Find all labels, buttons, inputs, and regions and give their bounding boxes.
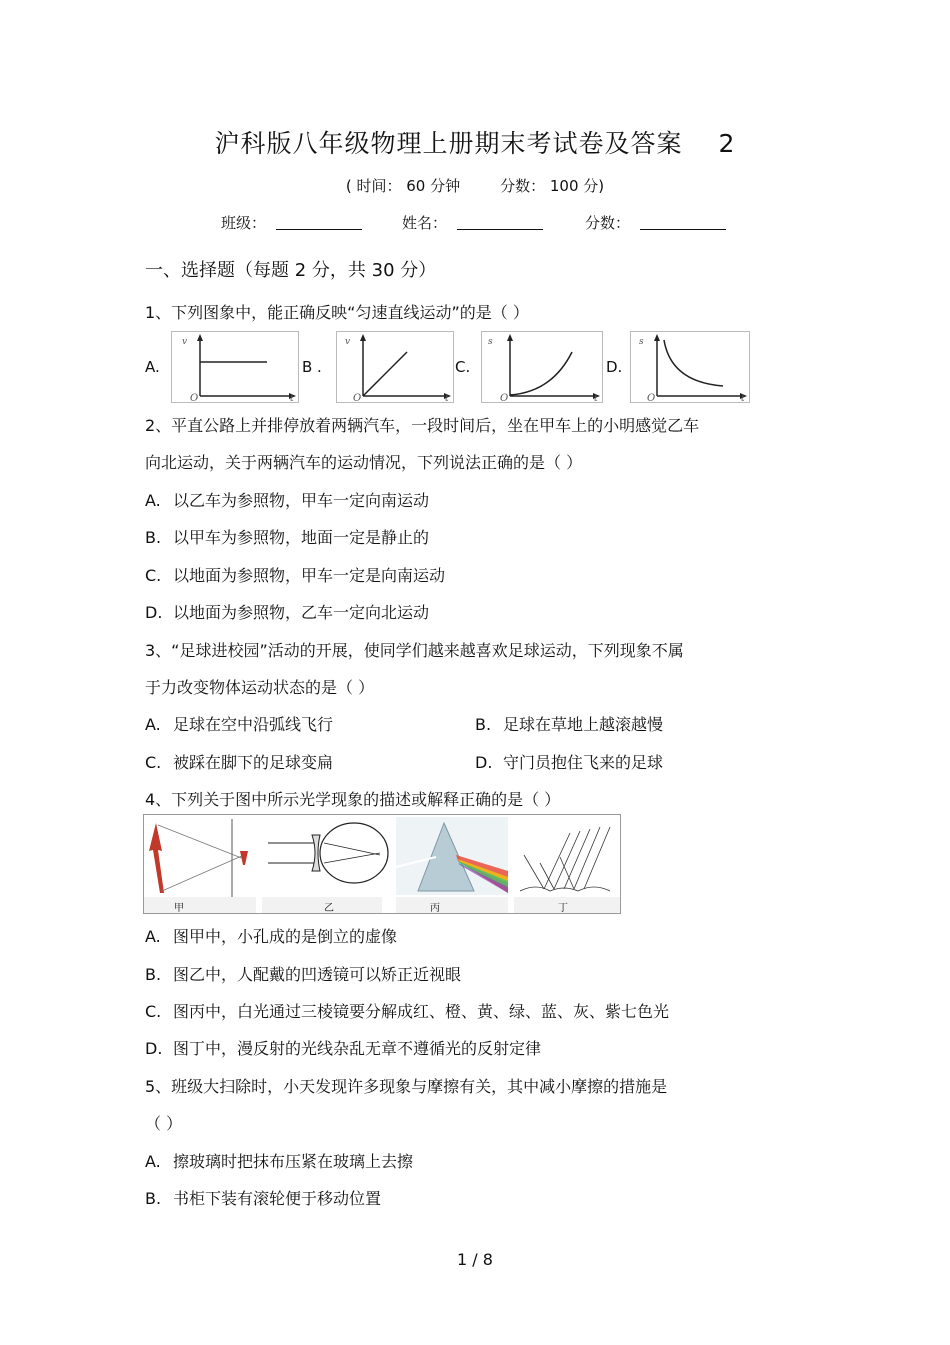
optics-figure	[143, 814, 621, 914]
q1-graph-d	[630, 331, 750, 403]
q1-graph-c	[481, 331, 603, 403]
page-title: 沪科版八年级物理上册期末考试卷及答案 2	[214, 129, 736, 158]
graph-xaxis-label: t	[594, 394, 598, 402]
graph-a-origin: O	[190, 393, 199, 402]
q1-option-a[interactable]: A.	[145, 358, 160, 376]
graph-xaxis-label: t	[741, 394, 745, 402]
graph-d-origin: O	[647, 393, 656, 402]
q5-option-b[interactable]: B. 书柜下装有滚轮便于移动位置	[145, 1189, 382, 1208]
question-5-stem-line2: （ ）	[145, 1114, 183, 1133]
question-4-stem: 4、下列关于图中所示光学现象的描述或解释正确的是（ ）	[145, 790, 561, 809]
exam-meta: ( 时间： 60 分钟 分数： 100 分)	[345, 177, 605, 195]
q4-option-b[interactable]: B. 图乙中，人配戴的凹透镜可以矫正近视眼	[145, 965, 462, 984]
figure-label-jia: 甲	[174, 903, 184, 913]
graph-c-yaxis: s	[488, 337, 493, 347]
pinhole-diagram	[144, 819, 256, 913]
graph-a-yaxis: v	[182, 337, 188, 347]
q2-option-d[interactable]: D. 以地面为参照物，乙车一定向北运动	[145, 603, 430, 622]
q3-option-b[interactable]: B. 足球在草地上越滚越慢	[475, 715, 664, 734]
question-3-stem-line1: 3、“足球进校园”活动的开展，使同学们越来越喜欢足球运动，下列现象不属	[145, 641, 684, 660]
q2-option-b[interactable]: B. 以甲车为参照物，地面一定是静止的	[145, 528, 430, 547]
question-1-stem: 1、下列图象中，能正确反映“匀速直线运动”的是（ ）	[145, 303, 529, 322]
question-2-stem-line2: 向北运动，关于两辆汽车的运动情况，下列说法正确的是（ ）	[145, 453, 583, 472]
graph-d-yaxis: s	[639, 337, 644, 347]
graph-xaxis-label: t	[445, 394, 449, 402]
diffuse-reflection-diagram	[514, 827, 620, 913]
eye-lens-diagram	[262, 823, 388, 913]
q4-option-c[interactable]: C. 图丙中，白光通过三棱镜要分解成红、橙、黄、绿、蓝、灰、紫七色光	[145, 1002, 670, 1021]
q1-option-c[interactable]: C.	[455, 358, 471, 376]
question-2-stem-line1: 2、平直公路上并排停放着两辆汽车，一段时间后，坐在甲车上的小明感觉乙车	[145, 416, 700, 435]
figure-label-yi: 乙	[324, 903, 334, 913]
prism-diagram	[396, 817, 508, 913]
name-field[interactable]: 姓名：	[402, 212, 543, 233]
question-3-stem-line2: 于力改变物体运动状态的是（ ）	[145, 678, 375, 697]
section-heading: 一、选择题（每题 2 分，共 30 分）	[145, 260, 437, 281]
q2-option-c[interactable]: C. 以地面为参照物，甲车一定是向南运动	[145, 566, 446, 585]
figure-label-bing: 丙	[430, 903, 440, 913]
question-5-stem-line1: 5、班级大扫除时，小天发现许多现象与摩擦有关，其中减小摩擦的措施是	[145, 1077, 668, 1096]
graph-xaxis-label: t	[290, 394, 294, 402]
graph-b-origin: O	[353, 393, 362, 402]
q3-option-c[interactable]: C. 被踩在脚下的足球变扁	[145, 753, 334, 772]
q1-graph-a	[171, 331, 299, 403]
score-field[interactable]: 分数：	[585, 212, 726, 233]
q2-option-a[interactable]: A. 以乙车为参照物，甲车一定向南运动	[145, 491, 430, 510]
q1-option-b[interactable]: B .	[302, 358, 322, 376]
q1-graph-b	[336, 331, 454, 403]
q3-option-a[interactable]: A. 足球在空中沿弧线飞行	[145, 715, 334, 734]
q3-option-d[interactable]: D. 守门员抱住飞来的足球	[475, 753, 664, 772]
graph-b-yaxis: v	[345, 337, 351, 347]
q4-option-a[interactable]: A. 图甲中，小孔成的是倒立的虚像	[145, 927, 398, 946]
graph-c-origin: O	[500, 393, 509, 402]
figure-label-ding: 丁	[558, 903, 568, 913]
class-field[interactable]: 班级：	[221, 212, 362, 233]
q1-option-d[interactable]: D.	[606, 358, 623, 376]
q4-option-d[interactable]: D. 图丁中，漫反射的光线杂乱无章不遵循光的反射定律	[145, 1039, 542, 1058]
q5-option-a[interactable]: A. 擦玻璃时把抹布压紧在玻璃上去擦	[145, 1152, 414, 1171]
page-number: 1 / 8	[457, 1250, 493, 1269]
